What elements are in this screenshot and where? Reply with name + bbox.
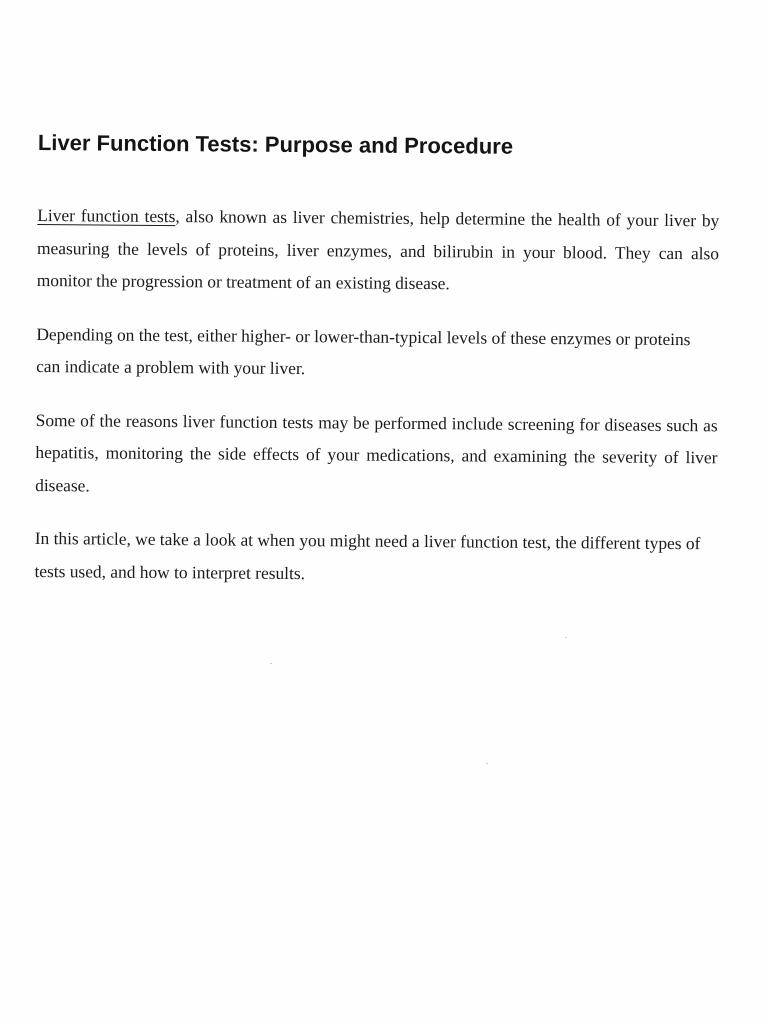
liver-function-tests-link[interactable]: Liver function tests [37, 204, 176, 227]
article-body [34, 128, 720, 613]
intro-paragraph [37, 199, 720, 302]
paragraph-overview: In this article, we take a look at when you might need a liver function test, the different types of tests used, and how to interpret results. [34, 527, 701, 583]
article-title: Liver Function Tests: Purpose and Procedure [37, 129, 514, 159]
paragraph-reasons: Some of the reasons liver function tests may be performed include screening for diseases such as hepatitis, monitoring the side effects of your medications, and examining the severity of liver disease. [35, 409, 718, 495]
scan-speck [486, 763, 488, 764]
scan-speck [565, 637, 567, 638]
intro-text: , also known as liver chemistries, help determine the health of your liver by measuring the levels of proteins, liver enzymes, and bilirubin in your blood. They can also monitor the progression or treatment of an existing disease. [36, 206, 720, 294]
paragraph-levels: Depending on the test, either higher- or lower-than-typical levels of these enzymes or proteins can indicate a problem with your liver. [36, 323, 691, 379]
scan-speck [270, 663, 272, 664]
